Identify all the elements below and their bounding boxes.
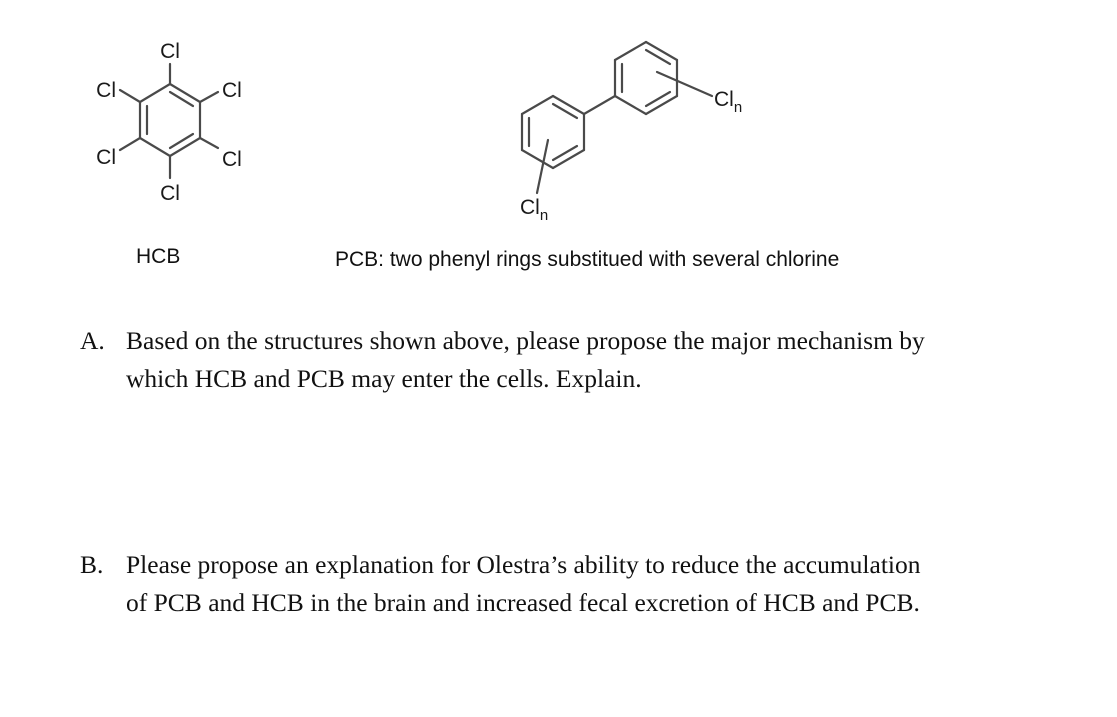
pcb-cln-label-upper: $Cl_n$ [714, 88, 743, 116]
pcb-ring1-double-bond [553, 104, 577, 118]
hcb-ring-bond [170, 138, 200, 156]
hcb-cl-label-upper-left: Cl [96, 79, 116, 102]
hcb-ring-bond [140, 84, 170, 102]
hcb-cl-label-top: Cl [160, 40, 180, 63]
question-b-line-2: of PCB and HCB in the brain and increased fecal excretion of HCB and PCB. [126, 588, 920, 617]
pcb-cln-label-lower: $Cl_n$ [520, 196, 549, 224]
hcb-cl-label-lower-left: Cl [96, 146, 116, 169]
pcb-ring2-bond [615, 96, 646, 114]
question-a-letter: A. [80, 326, 105, 355]
question-b-line-1: Please propose an explanation for Olestra’s ability to reduce the accumulation [126, 550, 921, 579]
pcb-ring1-bond [522, 96, 553, 114]
hcb-double-bond [170, 92, 193, 106]
question-a-line-2: which HCB and PCB may enter the cells. Explain. [126, 364, 642, 393]
pcb-biphenyl-bond [584, 96, 615, 114]
hcb-cl-bond [120, 138, 140, 150]
question-a [80, 322, 1080, 398]
pcb-cln-bond-upper [657, 72, 712, 96]
pcb-ring1-bond [522, 150, 553, 168]
hcb-cl-bond [120, 90, 140, 102]
question-b [80, 546, 1080, 622]
hcb-double-bond [170, 134, 193, 148]
pcb-ring2-double-bond [646, 92, 670, 106]
hcb-ring-bond [140, 138, 170, 156]
pcb-ring1-double-bond [553, 146, 577, 160]
question-b-letter: B. [80, 550, 104, 579]
pcb-ring2-bond [615, 42, 646, 60]
pcb-cln-bond-lower [537, 140, 548, 193]
hcb-caption: HCB [136, 245, 181, 268]
hcb-cl-bond [200, 138, 218, 148]
pcb-structure [520, 42, 742, 224]
hcb-cl-bond [200, 92, 218, 102]
pcb-caption: PCB: two phenyl rings substitued with several chlorine [335, 248, 840, 271]
pcb-ring2-bond [646, 96, 677, 114]
hcb-cl-label-lower-right: Cl [222, 148, 242, 171]
hcb-ring-bond [170, 84, 200, 102]
hcb-structure [96, 40, 242, 205]
pcb-ring1-bond [553, 150, 584, 168]
pcb-ring2-bond [646, 42, 677, 60]
hcb-cl-label-bottom: Cl [160, 182, 180, 205]
hcb-cl-label-upper-right: Cl [222, 79, 242, 102]
question-a-line-1: Based on the structures shown above, please propose the major mechanism by [126, 326, 925, 355]
pcb-ring2-double-bond [646, 50, 670, 64]
pcb-ring1-bond [553, 96, 584, 114]
